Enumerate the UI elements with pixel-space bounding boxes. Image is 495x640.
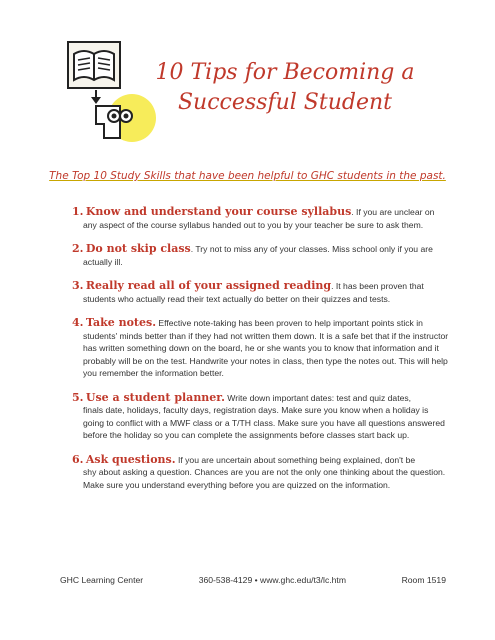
footer-room: Room 1519	[401, 575, 446, 585]
tip-heading: Do not skip class	[85, 242, 191, 255]
tip-number: 2.	[72, 242, 84, 255]
tip-continuation: students who actually read their text actually do better on their quizzes and tests.	[83, 293, 391, 304]
tip-text: If you are uncertain about something being explained, don't be	[175, 454, 416, 465]
tip-heading: Really read all of your assigned reading	[85, 279, 332, 292]
tip-number: 6.	[72, 452, 84, 466]
tip-continuation: shy about asking a question. Chances are you are not the only one thinking about the question. Make sure you understand everything before you are quizzed on the information.	[83, 467, 446, 490]
tip-continuation: actually ill.	[83, 256, 123, 267]
tip-heading: Take notes.	[85, 316, 157, 329]
tip-item	[72, 454, 450, 492]
tip-number: 5.	[72, 390, 84, 404]
tip-item	[72, 317, 450, 380]
title-line-2: Successful Student	[177, 90, 393, 115]
tip-number: 3.	[72, 279, 84, 292]
page-footer	[60, 575, 446, 585]
tip-heading: Use a student planner.	[85, 390, 225, 404]
page-title	[150, 58, 420, 118]
tip-text: Effective note-taking has been proven to help important points stick in	[156, 318, 423, 328]
tip-continuation: any aspect of the course syllabus handed out to you by your teacher be sure to ask them.	[83, 219, 424, 230]
tip-text: Write down important dates: test and quiz dates,	[224, 392, 412, 403]
tip-text: . If you are unclear on	[351, 207, 435, 217]
tip-heading: Know and understand your course syllabus	[85, 205, 352, 218]
footer-org: GHC Learning Center	[60, 575, 144, 585]
title-line-1: 10 Tips for Becoming a	[155, 60, 415, 85]
tip-item	[72, 206, 450, 231]
tip-heading: Ask questions.	[85, 452, 176, 466]
footer-contact: 360-538-4129 • www.ghc.edu/t3/lc.htm	[198, 575, 346, 585]
tip-number: 1.	[72, 205, 84, 218]
tip-continuation: students' minds better than if they had not written them down. It is a safe bet that if the instructor has written something down on the board, he or she wants you to know that information and it probably will be on the test. Handwrite your notes in class, then type the notes out. This will help you remember the information better.	[83, 330, 449, 378]
tip-text: . It has been proven that	[331, 281, 424, 291]
subtitle: The Top 10 Study Skills that have been helpful to GHC students in the past.	[49, 170, 446, 182]
tip-number: 4.	[72, 316, 84, 329]
tip-item	[72, 280, 450, 305]
tips-list	[72, 206, 450, 503]
tip-text: . Try not to miss any of your classes. Miss school only if you are	[190, 244, 433, 254]
tip-item	[72, 243, 450, 268]
tip-item	[72, 392, 450, 442]
tip-continuation: finals date, holidays, faculty days, registration days. Make sure you know when a holiday is going to conflict with a MWF class or a T/TH class. Make sure you have all questions answered before the holiday so you can complete the assignments before classes start back up.	[83, 405, 445, 440]
